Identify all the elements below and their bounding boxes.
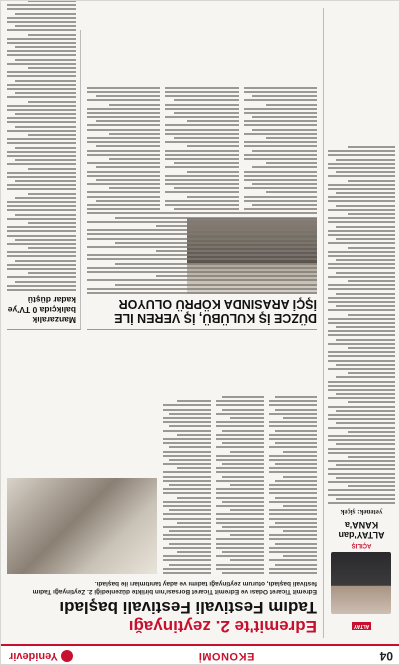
lead-photo xyxy=(7,478,157,574)
columnist-photo xyxy=(332,552,392,614)
lead-body-text xyxy=(163,394,317,574)
lead-headline-text: Tadım Festivali Festivali başladı xyxy=(59,598,317,617)
page-number: 04 xyxy=(379,649,393,663)
sidebar-tag: ALTAY xyxy=(353,623,370,629)
brand-icon xyxy=(61,650,73,662)
newspaper-page-rotated xyxy=(1,1,400,665)
section-title: EKONOMİ xyxy=(198,650,255,662)
masthead xyxy=(1,644,400,665)
lead-deck: Edremit Ticaret Odası ve Edremit Ticaret Borsası'nın birlikte düzenlediği 2. Zeytinyağı Tadım festivali başladı, oturum zeytinyağı tadımı ve aday tanıtımları ile başladı. xyxy=(32,580,317,595)
sidebar-title: ALTAY'dan KANA'a xyxy=(338,520,385,540)
sidebar-kicker: AÇILIŞ xyxy=(351,542,372,548)
second-story-headline: DÜZCE İŞ KULÜBÜ, İŞ VEREN İLE İŞÇİ ARASINDA KÖPRÜ OLUYOR xyxy=(114,297,317,325)
sidebar-tag-wrap xyxy=(328,620,395,638)
third-story-headline: Manzaralık balıkçıda 0 TV'ye kadar düştü xyxy=(7,295,76,325)
second-story-columns xyxy=(87,85,317,211)
sidebar-body-text xyxy=(328,146,395,504)
third-story xyxy=(7,30,81,330)
brand-name: Yenidevir xyxy=(9,650,58,662)
masthead-left xyxy=(380,649,393,663)
brand-logo xyxy=(9,650,73,662)
sidebar-column xyxy=(323,8,395,638)
third-story-body-text xyxy=(7,0,76,291)
second-story xyxy=(87,30,317,330)
lead-spot: Edremit'te 2. zeytinyağı xyxy=(128,617,317,636)
lead-story xyxy=(7,338,317,638)
lead-headline xyxy=(7,598,317,636)
sidebar-subtitle: yetenek: şiçek xyxy=(340,508,383,516)
